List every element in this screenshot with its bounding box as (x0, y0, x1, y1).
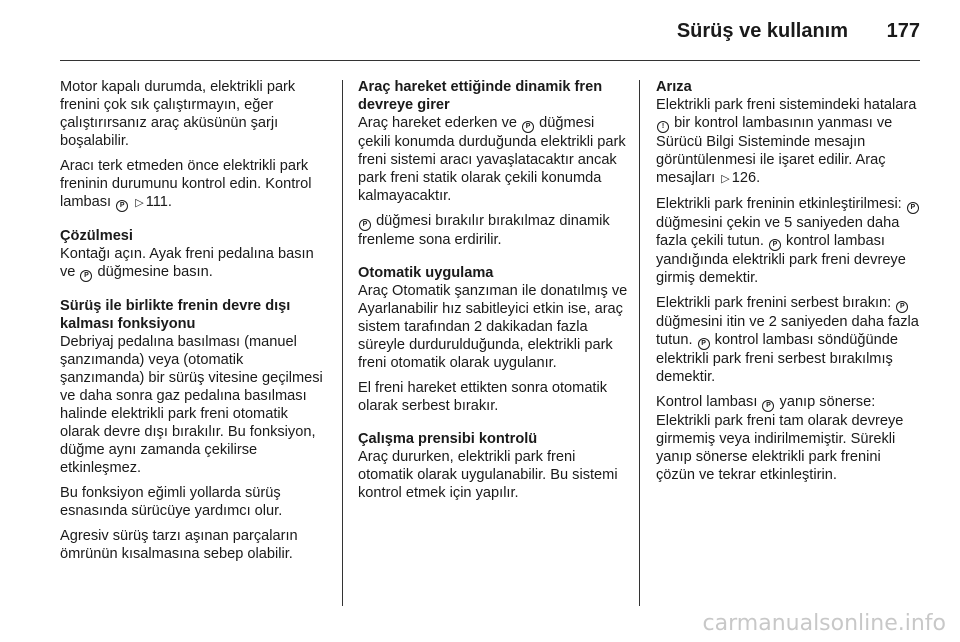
column-3 (656, 78, 922, 491)
paragraph: Bu fonksiyon eğimli yollarda sürüş esnasında sürücüye yardımcı olur. (60, 485, 283, 519)
park-brake-icon: P (698, 338, 710, 350)
park-brake-icon: P (359, 219, 371, 231)
column-divider-2 (639, 80, 640, 606)
paragraph: Elektrikli park freni sistemindeki hatalara ! bir kontrol lambasının yanması ve Sürücü Bilgi Sisteminde mesajın görüntülenmesi ile işaret edilir. Araç mesajları ▷ 126. (656, 97, 917, 186)
subheading: Arıza (656, 79, 692, 95)
paragraph: Aracı terk etmeden önce elektrikli park freninin durumunu kontrol edin. Kontrol lambası P ▷ 111. (60, 158, 312, 210)
paragraph: Elektrikli park freninin etkinleştirilmesi: P düğmesini çekin ve 5 saniyeden daha fazla çekili tutun. P kontrol lambası yandığında elektrikli park freni devreye girmiş demektir. (656, 195, 922, 287)
park-brake-icon: P (522, 121, 534, 133)
column-2 (358, 78, 628, 509)
paragraph: Araç hareket ederken ve P düğmesi çekili konumda durduğunda elektrikli park freni sistemi aracı yavaşlatacaktır ancak park freni statik olarak çekili konumda kalmayacaktır. (358, 115, 626, 204)
subheading: Sürüş ile birlikte frenin devre dışı kalması fonksiyonu (60, 298, 291, 332)
paragraph: P düğmesi bırakılır bırakılmaz dinamik frenleme sona erdirilir. (358, 213, 610, 248)
page-number: 177 (886, 20, 920, 42)
paragraph: Araç Otomatik şanzıman ile donatılmış ve Ayarlanabilir hız sabitleyici etkin ise, araç sistem tarafından 2 dakikadan fazla süreyle durdurulduğunda, elektrikli park freni otomatik olarak uygulanır. (358, 283, 628, 371)
warning-icon: ! (657, 121, 669, 133)
section-title: Sürüş ve kullanım (676, 20, 848, 42)
paragraph: Araç dururken, elektrikli park freni otomatik olarak uygulanabilir. Bu sistemi kontrol etmek için yapılır. (358, 449, 618, 501)
watermark: carmanualsonline.info (702, 611, 946, 636)
column-1 (60, 78, 330, 570)
park-brake-icon: P (907, 202, 919, 214)
park-brake-icon: P (762, 400, 774, 412)
paragraph: El freni hareket ettikten sonra otomatik olarak serbest bırakır. (358, 380, 608, 414)
paragraph: Debriyaj pedalına basılması (manuel şanzımanda) veya (otomatik şanzımanda) bir sürüş vitesine geçilmesi ve daha sonra gaz pedalına basılması halinde elektrikli park freni otomatik olarak devre dışı bırakılır. Bu fonksiyon, düğme aynı zamanda çekilirse etkinleşmez. (60, 334, 323, 476)
subheading: Çalışma prensibi kontrolü (358, 431, 538, 447)
cross-reference-icon: ▷ (135, 197, 144, 209)
paragraph: Elektrikli park frenini serbest bırakın: P düğmesini itin ve 2 saniyeden daha fazla tutun. P kontrol lambası söndüğünde elektrikli park freni serbest bırakılmış demektir. (656, 295, 919, 385)
cross-reference-icon: ▷ (721, 173, 730, 185)
subheading: Çözülmesi (60, 228, 133, 244)
page-header (0, 0, 960, 60)
subheading: Otomatik uygulama (358, 265, 494, 281)
paragraph: Kontrol lambası P yanıp sönerse: Elektrikli park freni tam olarak devreye girmemiş veya indirilmemiştir. Sürekli yanıp sönerse elektrikli park frenini çözün ve tekrar etkinleştirin. (656, 394, 904, 483)
park-brake-icon: P (896, 301, 908, 313)
header-rule (60, 60, 920, 61)
paragraph: Kontağı açın. Ayak freni pedalına basın ve P düğmesine basın. (60, 246, 314, 280)
park-brake-icon: P (80, 270, 92, 282)
park-brake-icon: P (769, 239, 781, 251)
column-divider-1 (342, 80, 343, 606)
park-brake-icon: P (116, 200, 128, 212)
paragraph: Motor kapalı durumda, elektrikli park frenini çok sık çalıştırmayın, eğer çalıştırırsanız araç aküsünün şarjı boşalabilir. (60, 79, 296, 149)
paragraph: Agresiv sürüş tarzı aşınan parçaların ömrünün kısalmasına sebep olabilir. (60, 528, 298, 562)
subheading: Araç hareket ettiğinde dinamik fren devreye girer (358, 79, 603, 113)
